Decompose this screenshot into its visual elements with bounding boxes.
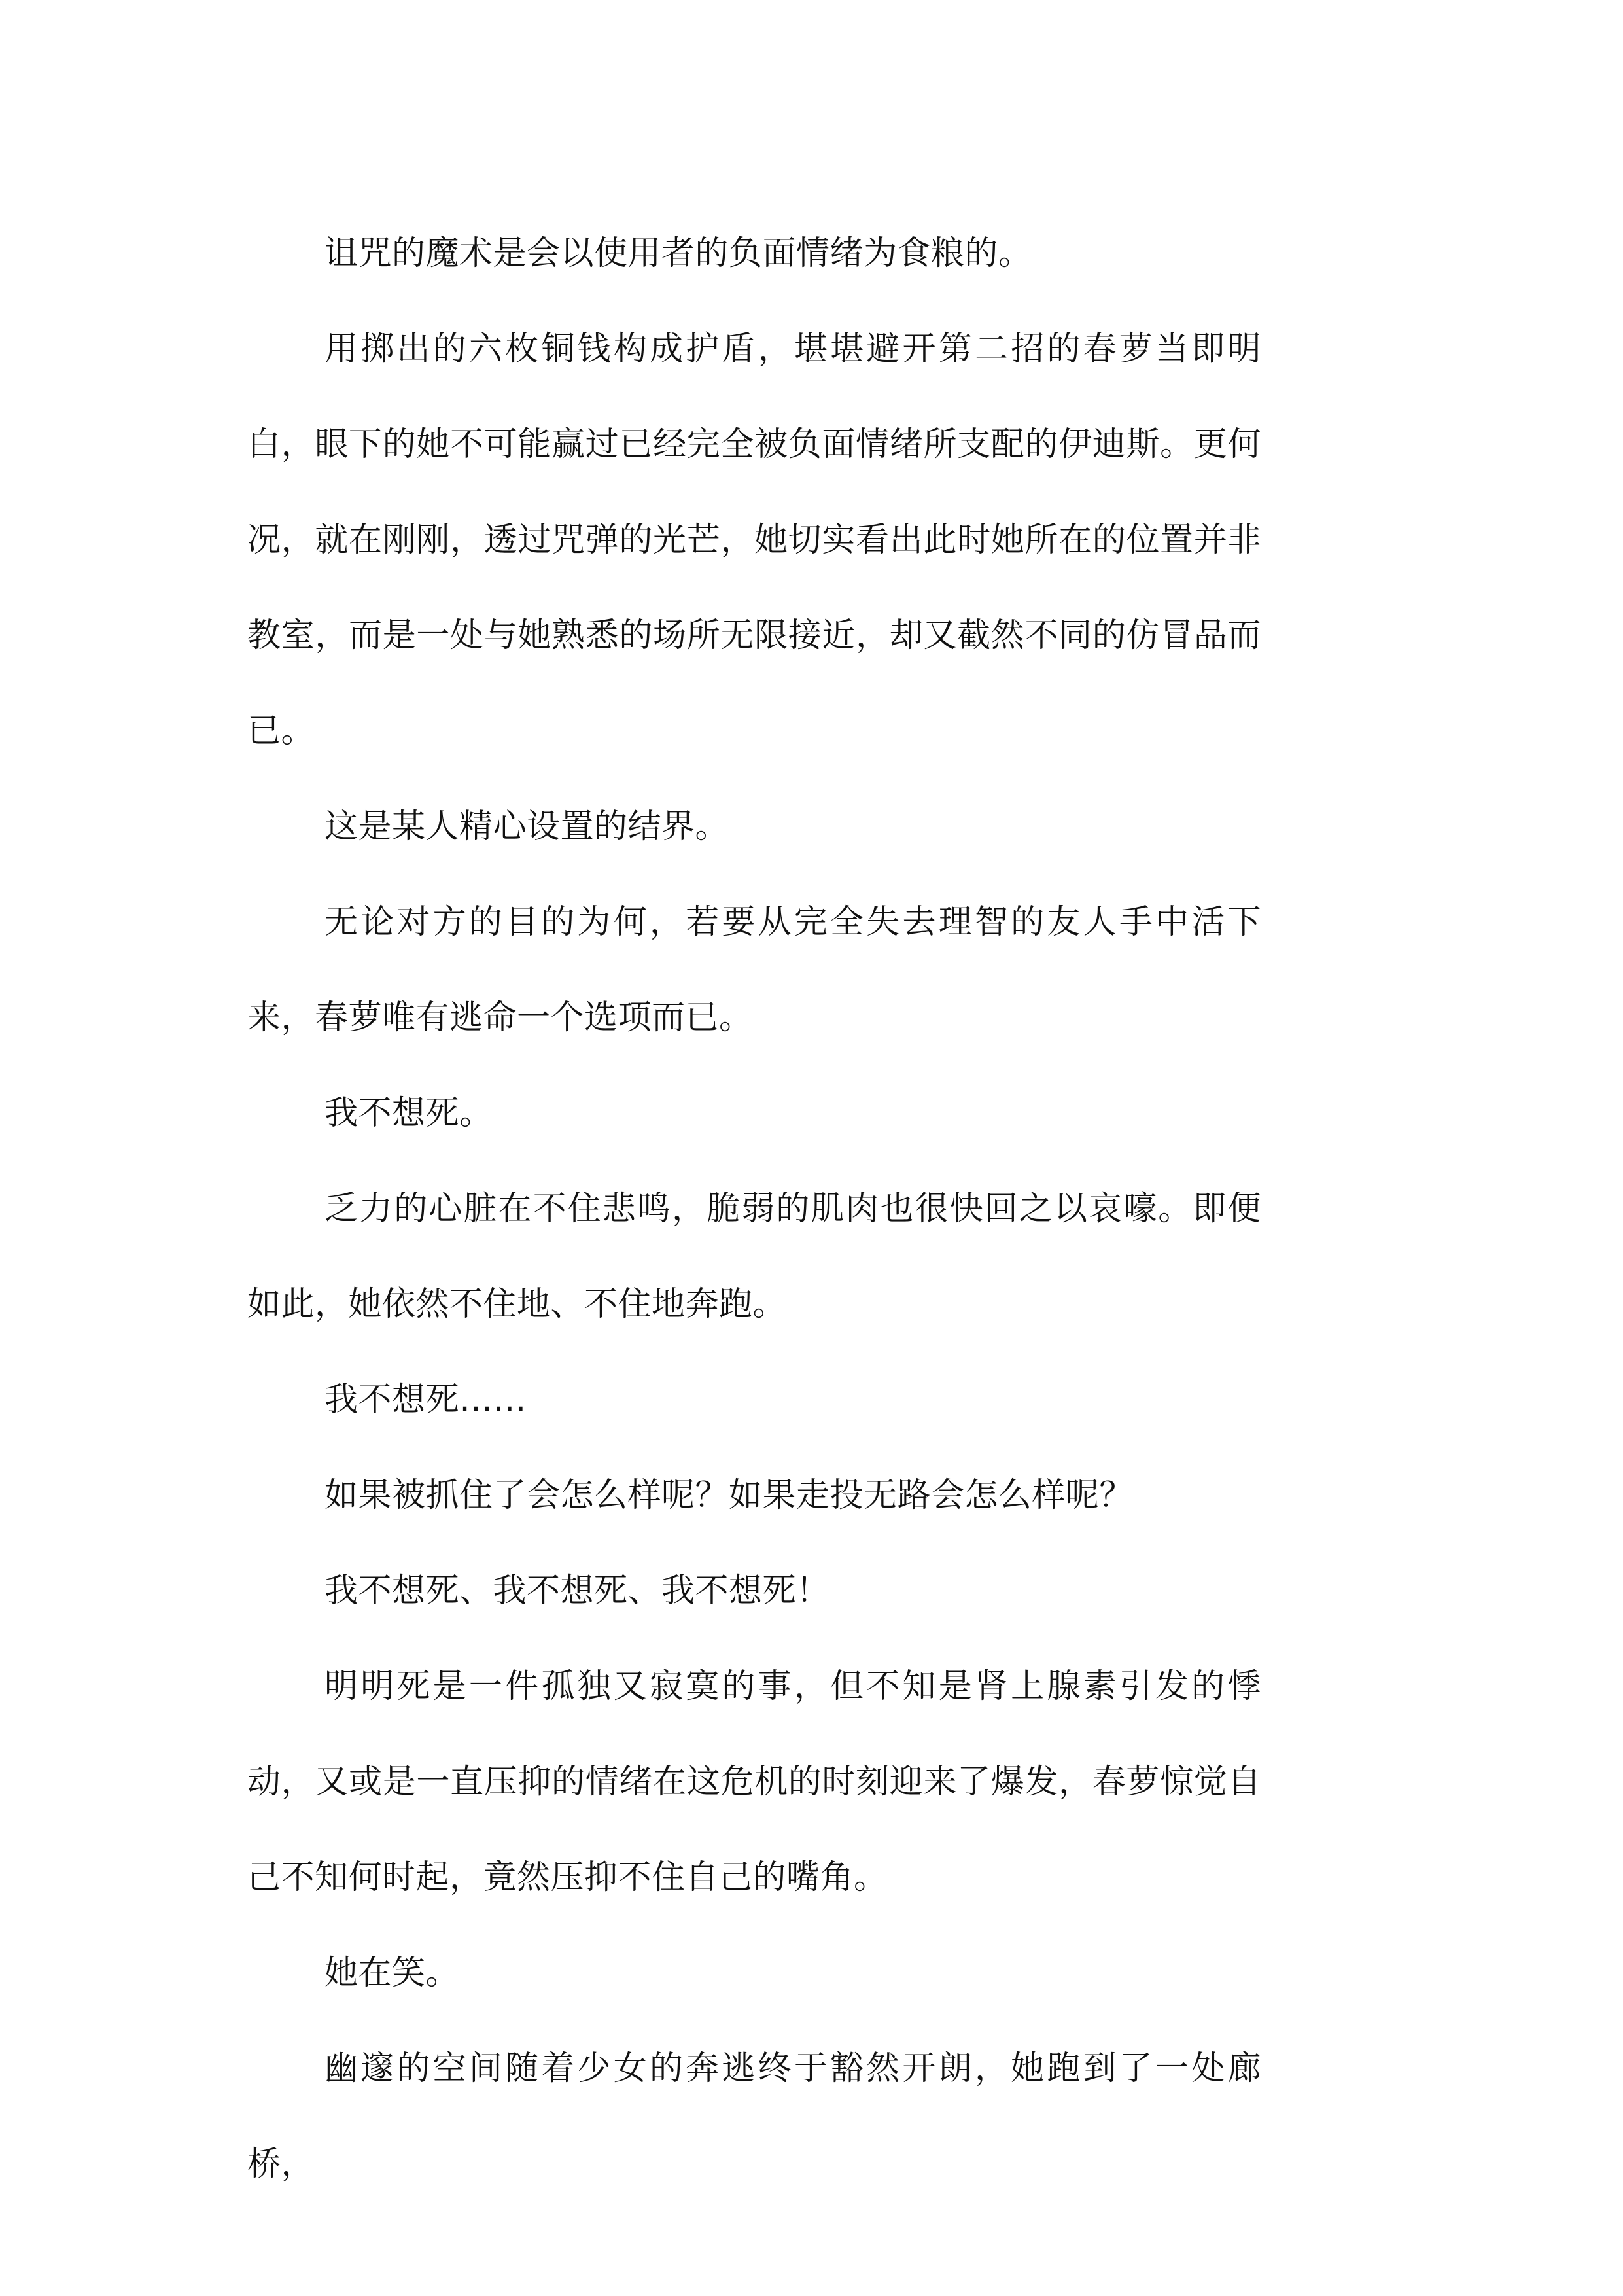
paragraph-9: 我不想死、我不想死、我不想死！ [324, 1572, 830, 1610]
paragraph-11: 她在笑。 [324, 1954, 460, 1992]
paragraph-5: 我不想死。 [324, 1094, 493, 1133]
paragraph-10: 明明死是一件孤独又寂寞的事，但不知是肾上腺素引发的悸动，又或是一直压抑的情绪在这危机的时刻迎来了爆发，春萝惊觉自己不知何时起，竟然压抑不住自己的嘴角。 [247, 1667, 1261, 1897]
paragraph-3: 这是某人精心设置的结界。 [324, 807, 729, 846]
paragraph-12: 幽邃的空间随着少女的奔逃终于豁然开朗，她跑到了一处廊桥， [247, 2049, 1261, 2183]
paragraph-1: 诅咒的魔术是会以使用者的负面情绪为食粮的。 [324, 234, 1032, 273]
paragraph-7: 我不想死…… [324, 1381, 527, 1419]
paragraph-4: 无论对方的目的为何，若要从完全失去理智的友人手中活下来，春萝唯有逃命一个选项而已。 [247, 903, 1261, 1037]
paragraph-2: 用掷出的六枚铜钱构成护盾，堪堪避开第二招的春萝当即明白，眼下的她不可能赢过已经完全被负面情绪所支配的伊迪斯。更何况，就在刚刚，透过咒弹的光芒，她切实看出此时她所在的位置并非教室，而是一处与她熟悉的场所无限接近，却又截然不同的仿冒品而已。 [247, 330, 1261, 751]
paragraph-6: 乏力的心脏在不住悲鸣，脆弱的肌肉也很快回之以哀嚎。即便如此，她依然不住地、不住地奔跑。 [247, 1190, 1261, 1324]
paragraph-8: 如果被抓住了会怎么样呢？如果走投无路会怎么样呢？ [324, 1476, 1134, 1515]
body-text [247, 206, 1261, 2212]
